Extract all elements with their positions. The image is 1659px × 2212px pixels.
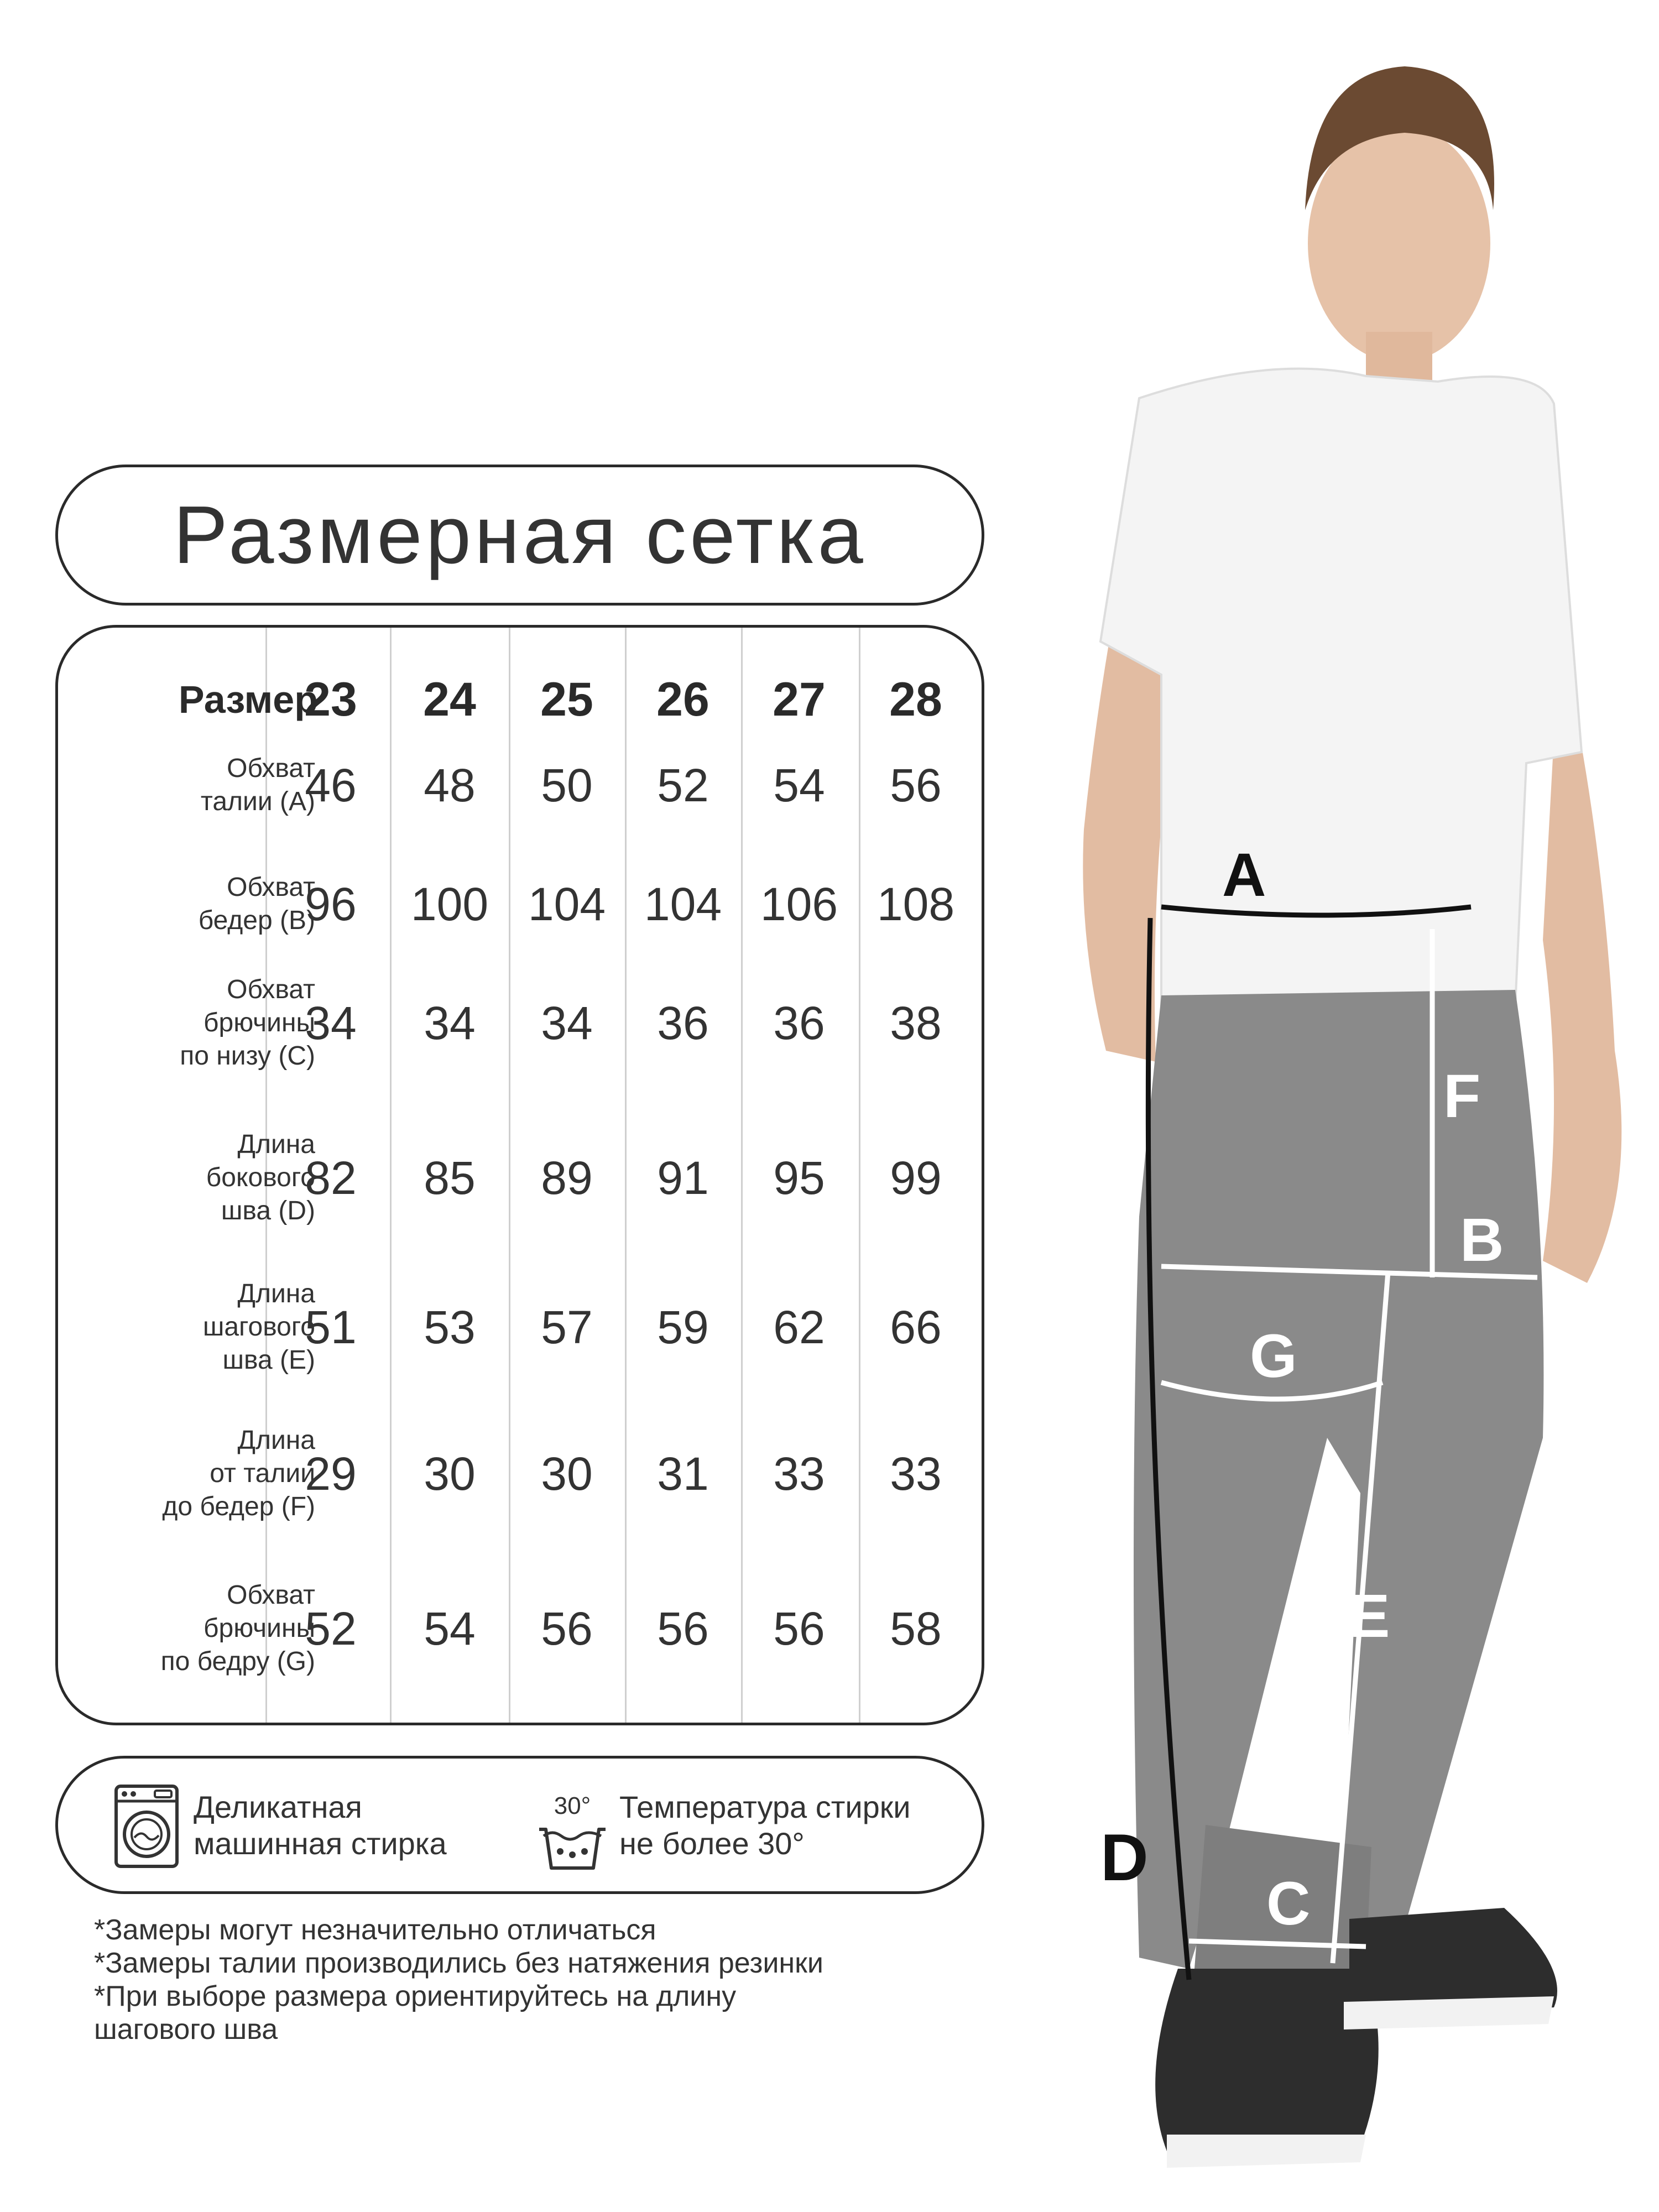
care-box — [55, 1756, 984, 1894]
measure-label-g: G — [1250, 1322, 1297, 1390]
table-cell: 57 — [541, 1301, 593, 1353]
table-cell: 62 — [773, 1301, 825, 1353]
table-cell: 104 — [644, 878, 722, 930]
table-cell: 54 — [424, 1602, 476, 1655]
table-cell: 100 — [410, 878, 489, 930]
measure-label-c: C — [1266, 1870, 1311, 1938]
table-cell: 36 — [657, 997, 709, 1049]
page-title: Размерная сетка — [173, 489, 867, 581]
table-cell: 52 — [657, 759, 709, 811]
model-left-sole — [1167, 2135, 1366, 2168]
table-cell: 56 — [657, 1602, 709, 1655]
size-header: 25 — [540, 672, 593, 726]
notes — [94, 1913, 1006, 2046]
table-cell: 53 — [424, 1301, 476, 1353]
wash-temperature-label: 30° — [554, 1792, 591, 1819]
size-header: 26 — [656, 672, 709, 726]
table-cell: 33 — [890, 1447, 942, 1500]
row-label: Обхват талии (A) — [200, 754, 315, 816]
table-cell: 91 — [657, 1151, 709, 1204]
size-header: 24 — [423, 672, 476, 726]
row-label: Обхват брючины по бедру (G) — [160, 1580, 315, 1676]
model-right-sole — [1344, 1996, 1554, 2030]
table-cell: 52 — [305, 1602, 357, 1655]
note-line: *Замеры могут незначительно отличаться — [94, 1914, 656, 1946]
table-cell: 89 — [541, 1151, 593, 1204]
model-head — [1308, 124, 1490, 362]
size-header-label: Размер — [178, 678, 318, 721]
wash-temperature-icon — [534, 1781, 611, 1875]
model-left-shoe — [1155, 1969, 1379, 2151]
table-cell: 85 — [424, 1151, 476, 1204]
measure-label-f: F — [1443, 1062, 1481, 1130]
table-cell: 95 — [773, 1151, 825, 1204]
table-cell: 34 — [541, 997, 593, 1049]
size-header: 27 — [773, 672, 826, 726]
table-cell: 34 — [305, 997, 357, 1049]
size-table — [55, 625, 984, 1725]
note-line: *При выборе размера ориентируйтесь на длину шагового шва — [94, 1980, 737, 2046]
row-label: Обхват бедер (B) — [198, 873, 315, 935]
measure-label-e: E — [1349, 1582, 1390, 1650]
row-label: Длина бокового шва (D) — [206, 1130, 315, 1225]
wash-text: Деликатная машинная стирка — [194, 1790, 447, 1861]
table-cell: 56 — [541, 1602, 593, 1655]
table-cell: 30 — [424, 1447, 476, 1500]
size-header: 28 — [889, 672, 942, 726]
table-cell: 106 — [760, 878, 838, 930]
model-shirt — [1100, 369, 1582, 1006]
table-cell: 46 — [305, 759, 357, 811]
measure-label-b: B — [1460, 1206, 1504, 1274]
row-label: Обхват брючины по низу (C) — [180, 975, 315, 1071]
table-cell: 96 — [305, 878, 357, 930]
table-cell: 54 — [773, 759, 825, 811]
measure-label-a: A — [1222, 841, 1266, 909]
row-label: Длина от талии до бедер (F) — [162, 1426, 315, 1521]
size-header: 23 — [304, 672, 357, 726]
table-cell: 108 — [877, 878, 955, 930]
table-cell: 29 — [305, 1447, 357, 1500]
row-label: Длина шагового шва (E) — [202, 1279, 315, 1375]
table-cell: 82 — [305, 1151, 357, 1204]
title-box — [55, 465, 984, 606]
table-cell: 51 — [305, 1301, 357, 1353]
washing-machine-icon — [113, 1783, 180, 1869]
table-cell: 58 — [890, 1602, 942, 1655]
table-cell: 56 — [890, 759, 942, 811]
measure-label-d: D — [1100, 1820, 1149, 1895]
table-cell: 104 — [528, 878, 606, 930]
table-cell: 59 — [657, 1301, 709, 1353]
table-cell: 31 — [657, 1447, 709, 1500]
table-cell: 36 — [773, 997, 825, 1049]
table-cell: 66 — [890, 1301, 942, 1353]
table-cell: 38 — [890, 997, 942, 1049]
table-cell: 30 — [541, 1447, 593, 1500]
model-jeans — [1134, 990, 1543, 1969]
model-photo — [984, 0, 1659, 2212]
note-line: *Замеры талии производились без натяжения резинки — [94, 1947, 823, 1979]
table-cell: 50 — [541, 759, 593, 811]
table-cell: 34 — [424, 997, 476, 1049]
table-cell: 56 — [773, 1602, 825, 1655]
table-cell: 33 — [773, 1447, 825, 1500]
table-cell: 48 — [424, 759, 476, 811]
temperature-text: Температура стирки не более 30° — [619, 1790, 911, 1861]
table-cell: 99 — [890, 1151, 942, 1204]
